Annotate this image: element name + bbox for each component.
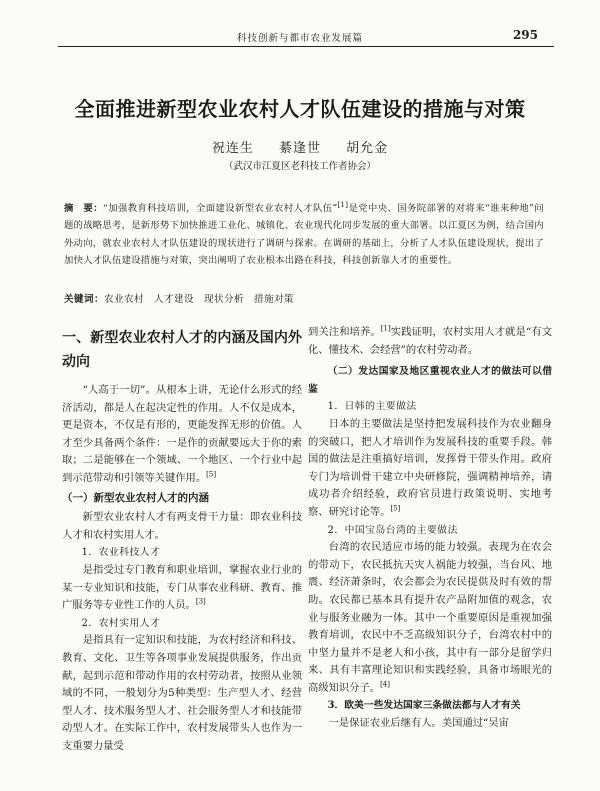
citation: [5]	[390, 504, 401, 513]
affiliation: （武汉市江夏区老科技工作者协会）	[223, 161, 376, 172]
item-heading: 2．中国宝岛台湾的主要做法	[327, 524, 458, 536]
subsection-heading: （一）新型农业农村人才的内涵	[62, 491, 209, 504]
abstract-label: 摘 要：	[64, 203, 103, 214]
citation: [1]	[380, 324, 391, 333]
keywords	[64, 291, 544, 305]
paragraph: 日本的主要做法是坚持把发展科技作为农业翻身的突破口，把人才培训作为发展科技的重要手段。韩国的做法是注重搞好培训，发挥骨干带头作用。政府专门为培训骨干建立中央研修院，强调精神培养，请成功者介绍经验，政府官员进行政策说明、实地考察、研究讨论等。[5]	[308, 417, 552, 518]
author-list	[0, 137, 600, 156]
abstract	[64, 200, 544, 269]
item-heading: 1．日韩的主要做法	[327, 401, 417, 413]
author-name: 綦逢世	[278, 141, 321, 156]
paragraph: 台湾的农民适应市场的能力较强。表现为在农会的带动下，农民抵抗天灾人祸能力较强，当台风、地震、经济萧条时，农会都会为农民提供及时有效的帮助。农民都已基本具有提升农产品附加值的观念，农业与服务业融为一体。其中一个重要原因是重视加强教育培训，农民中不乏高级知识分子，台湾农村中的中坚力量并不是老人和小孩，其中有一部分是留学归来、具有丰富理论知识和实践经验，具备市场眼光的高级知识分子。[4]	[308, 541, 552, 694]
paragraph: 一是保证农业后继有人。美国通过“吴宙	[328, 717, 509, 730]
item-heading: 1．农业科技人才	[81, 547, 161, 559]
section-heading: 一、新型农业农村人才的内涵及国内外动向	[62, 330, 302, 370]
subsection-heading: （二）发达国家及地区重视农业人才的做法可以借鉴	[308, 366, 552, 395]
paragraph: “人高于一切”。从根本上讲，无论什么形式的经济活动，都是人在起决定性的作用。人不仅是成本，更是资本，不仅是有形的，更能发挥无形的价值。人才至少具备两个条件：一是作的贡献要远大于你的索取；二是能够在一个领域、一个地区、一个行业中起到示范带动和引领等关键作用。[5]	[62, 384, 302, 484]
keywords-text: 农业农村 人才建设 现状分析 措施对策	[104, 294, 295, 305]
running-header	[0, 28, 600, 48]
paragraph: 到关注和培养。[1]实践证明，农村实用人才就是“有文化、懂技术、会经营”的农村劳动者。	[308, 324, 553, 356]
page-number: 295	[512, 28, 538, 42]
citation: [5]	[206, 470, 217, 479]
item-heading: 3．欧美一些发达国家三条做法都与人才有关	[327, 700, 521, 712]
header-rule	[58, 46, 554, 47]
paragraph: 新型农业农村人才有两支骨干力量：即农业科技人才和农村实用人才。	[62, 511, 302, 541]
right-column	[308, 324, 552, 733]
paragraph: 是指具有一定知识和技能，为农村经济和科技、教育、文化、卫生等各项事业发展提供服务，作出贡献，起到示范和带动作用的农村劳动者，按照从业领域的不同，一般划分为5种类型：生产型人才、经营型人才、技术服务型人才、社会服务型人才和技能带动型人才。在实际工作中，农村发展带头人也作为一支重要力量受	[62, 634, 302, 752]
paper-title: 全面推进新型农业农村人才队伍建设的措施与对策	[74, 97, 526, 121]
running-title: 科技创新与都市农业发展篇	[236, 33, 363, 44]
paragraph: 是指受过专门教育和职业培训，掌握农业行业的某一专业知识和技能，专门从事农业科研、教育、推广服务等专业性工作的人员。[3]	[62, 563, 302, 612]
citation: [4]	[380, 680, 390, 689]
author-name: 祝连生	[211, 141, 254, 156]
abstract-text: “加强教育科技培训，全面建设新型农业农村人才队伍”	[103, 203, 338, 214]
left-column	[62, 324, 302, 755]
abstract-text-cont: 是党中央、国务院部署的对将来“谁来种地”问题的战略思考，是新形势下加快推进工业化、城镇化、农业现代化同步发展的重大部署。以江夏区为例，结合国内外动向，就农业农村人才队伍建设的现状进行了调研与探索。在调研的基础上，分析了人才队伍建设现状，提出了加快人才队伍建设措施与对策，突出阐明了农业根本出路在科技，科技创新靠人才的重要性。	[64, 203, 544, 266]
citation: [1]	[337, 200, 349, 209]
author-name: 胡允金	[346, 141, 389, 156]
citation: [3]	[195, 597, 206, 606]
keywords-label: 关键词：	[64, 294, 105, 305]
item-heading: 2．农村实用人才	[81, 617, 161, 629]
